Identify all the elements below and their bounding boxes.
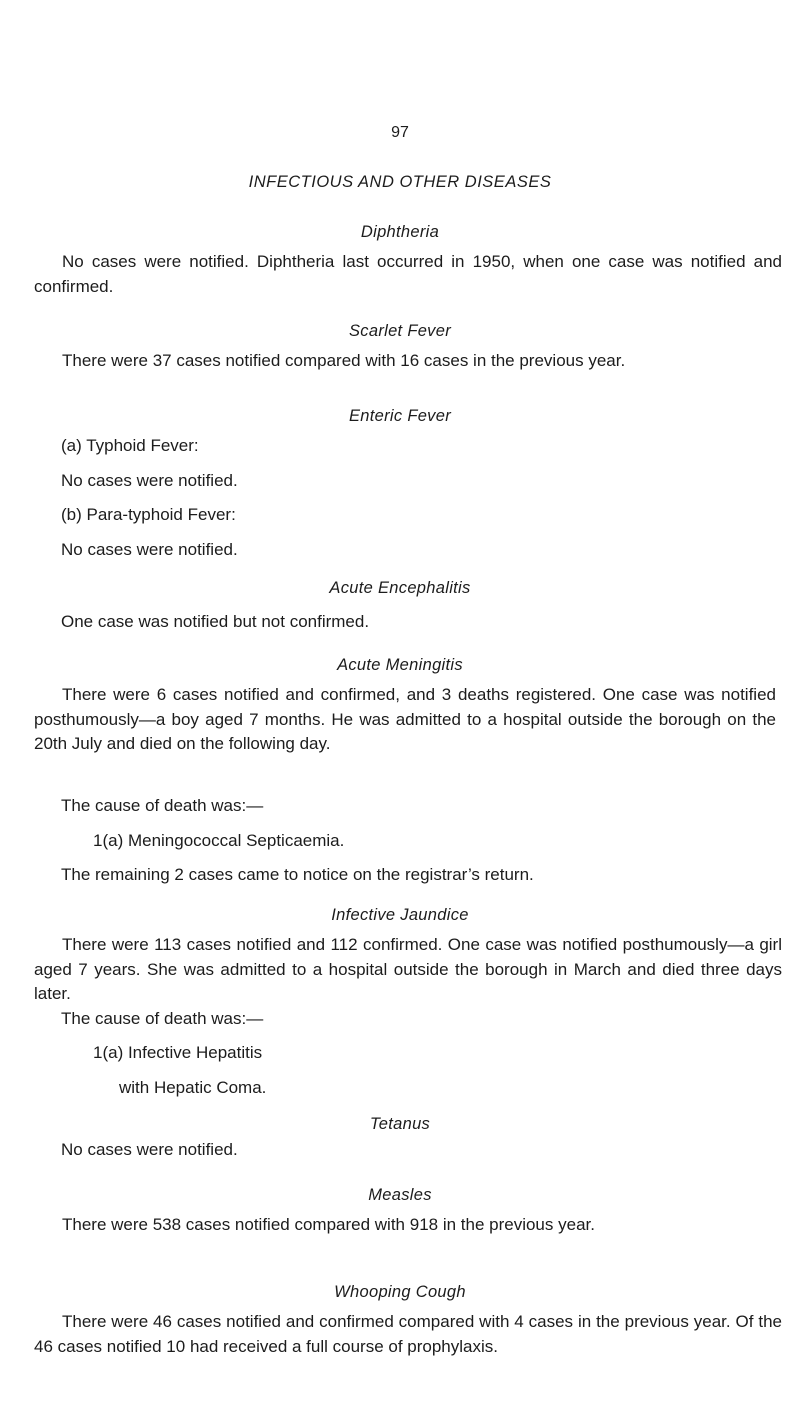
jaundice-cause-line1: 1(a) Infective Hepatitis [93,1043,263,1062]
paratyphoid-text: No cases were notified. [61,540,238,559]
tetanus-text: No cases were notified. [61,1140,238,1159]
paratyphoid-label: (b) Para-typhoid Fever: [61,505,236,524]
paragraph-whooping-cough [0,1310,800,1359]
typhoid-text: No cases were notified. [61,471,238,490]
heading-enteric-fever: Enteric Fever [348,407,451,425]
heading-infective-jaundice: Infective Jaundice [331,906,469,924]
heading-acute-meningitis: Acute Meningitis [337,656,463,674]
paragraph-diphtheria [0,250,800,299]
paragraph-text: There were 538 cases notified compared with 918 in the previous year. [62,1215,595,1234]
heading-scarlet-fever: Scarlet Fever [348,322,451,340]
meningitis-cause: 1(a) Meningococcal Septicaemia. [93,831,345,850]
paragraph-scarlet-fever [0,349,800,374]
paragraph-infective-jaundice [0,933,800,1007]
typhoid-label: (a) Typhoid Fever: [61,436,199,455]
heading-measles: Measles [368,1186,432,1204]
paragraph-text: No cases were notified. Diphtheria last occurred in 1950, when one case was notified and confirmed. [34,252,782,296]
page-title: INFECTIOUS AND OTHER DISEASES [248,173,552,191]
meningitis-cause-intro: The cause of death was:— [61,796,264,815]
encephalitis-text: One case was notified but not confirmed. [61,612,370,631]
paragraph-acute-meningitis [0,683,800,757]
heading-tetanus: Tetanus [369,1115,431,1133]
paragraph-text: There were 37 cases notified compared with 16 cases in the previous year. [62,351,626,370]
heading-acute-encephalitis: Acute Encephalitis [329,579,471,597]
heading-whooping-cough: Whooping Cough [334,1283,466,1301]
paragraph-text: There were 113 cases notified and 112 confirmed. One case was notified posthumously—a girl aged 7 years. She was admitted to a hospital outside the borough in March and died three days later. [34,935,782,1003]
paragraph-text: There were 46 cases notified and confirmed compared with 4 cases in the previous year. Of the 46 cases notified 10 had received a full course of prophylaxis. [34,1312,782,1356]
jaundice-cause-intro: The cause of death was:— [61,1009,264,1028]
paragraph-text: There were 6 cases notified and confirmed, and 3 deaths registered. One case was notified posthumously—a boy aged 7 months. He was admitted to a hospital outside the borough on the 20th July and died on the following day. [34,685,776,753]
meningitis-remaining: The remaining 2 cases came to notice on the registrar’s return. [61,865,534,884]
page-number: 97 [391,124,409,141]
jaundice-cause-line2: with Hepatic Coma. [119,1078,267,1097]
heading-diphtheria: Diphtheria [360,223,440,241]
paragraph-measles [0,1213,800,1238]
